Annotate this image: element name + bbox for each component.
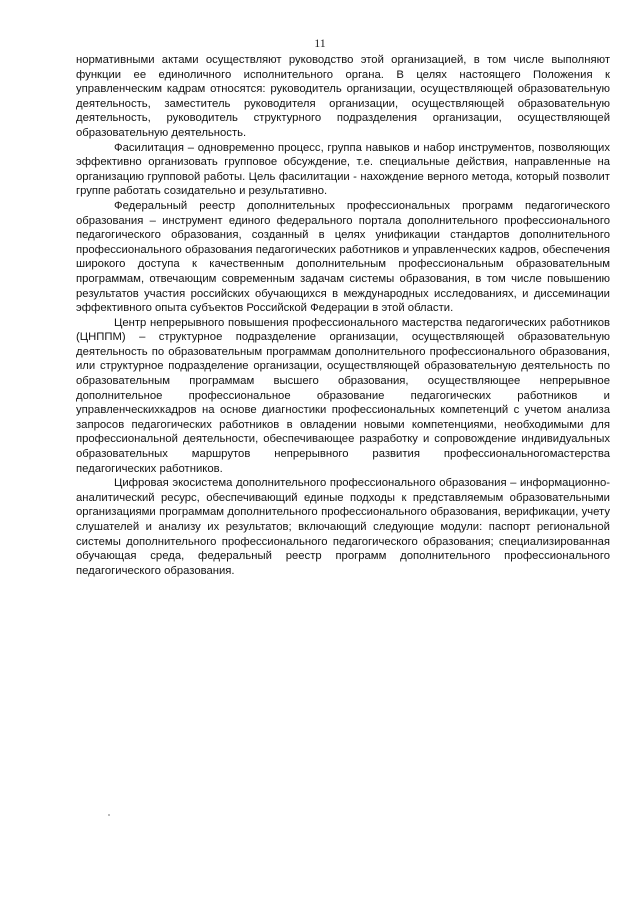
paragraph-facilitation: Фасилитация – одновременно процесс, группа навыков и набор инструментов, позволяющих эффективно организовать групповое обсуждение, т.е. специальные действия, направленные на организацию групповой работы. Цель фасилитации - нахождение верного метода, который позволит группе работать созидательно и результативно. bbox=[76, 141, 610, 198]
paragraph-federal-registry: Федеральный реестр дополнительных профессиональных программ педагогического образования – инструмент единого федерального портала дополнительного профессионального педагогического образования, созданный в целях унификации стандартов дополнительного профессионального образования педагогических работников и управленческих кадров, обеспечения широкого доступа к качественным дополнительным профессиональным образовательным программам, отвечающим современным задачам системы образования, в том числе повышению результатов участия российских обучающихся в международных исследованиях, и диссеминации эффективного опыта субъектов Российской Федерации в этой области. bbox=[76, 199, 610, 315]
document-body bbox=[76, 53, 610, 578]
paragraph-cnppm: Центр непрерывного повышения профессионального мастерства педагогических работников (ЦНППМ) – структурное подразделение организации, осуществляющей образовательную деятельность по образовательным программам дополнительного профессионального образования, или структурное подразделение организации, осуществляющей образовательную деятельность по образовательным программам высшего образования, осуществляющее непрерывное дополнительное профессиональное образование педагогических работников и управленческихкадров на основе диагностики профессиональных компетенций с учетом анализа запросов педагогических работников в овладении новыми компетенциями, необходимыми для профессиональной деятельности, обеспечивающее разработку и сопровождение индивидуальных образовательных маршрутов непрерывного развития профессиональногомастерства педагогических работников. bbox=[76, 316, 610, 475]
page-number: 11 bbox=[314, 36, 326, 50]
scan-speck bbox=[108, 814, 110, 816]
paragraph-management-staff-continued: нормативными актами осуществляют руководство этой организацией, в том числе выполняют функции ее единоличного исполнительного органа. В целях настоящего Положения к управленческим кадрам относятся: руководитель организации, осуществляющей образовательную деятельность, заместитель руководителя организации, осуществляющей образовательную деятельность, руководитель структурного подразделения организации, осуществляющей образовательную деятельность. bbox=[76, 54, 610, 139]
paragraph-digital-ecosystem: Цифровая экосистема дополнительного профессионального образования – информационно-аналитический ресурс, обеспечивающий единые подходы к представляемым образовательными организациями программам дополнительного профессионального образования, верификации, учету слушателей и анализу их результатов; включающий следующие модули: паспорт региональной системы дополнительного профессионального педагогического образования; специализированная обучающая среда, федеральный реестр программ дополнительного профессионального педагогического образования. bbox=[76, 477, 610, 577]
